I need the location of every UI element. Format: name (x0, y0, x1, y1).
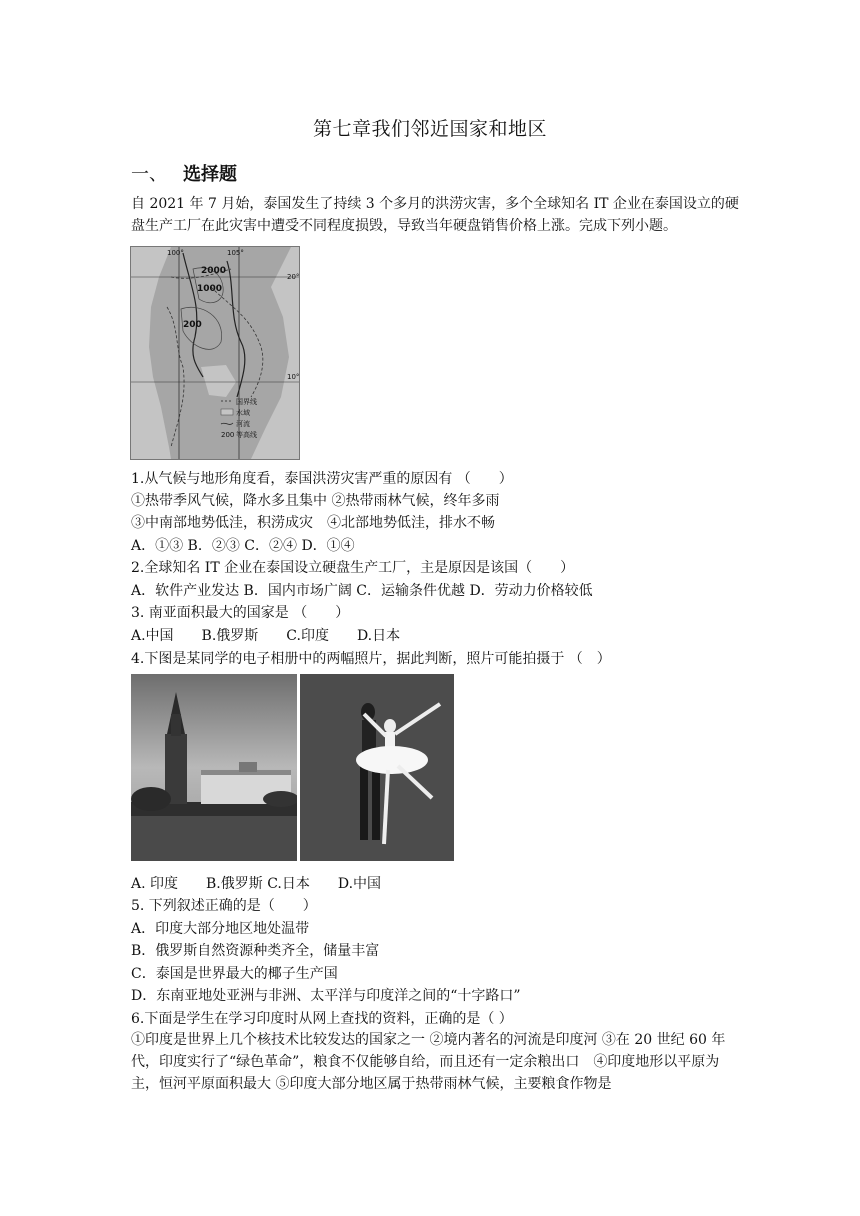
q3-stem: 3. 南亚面积最大的国家是 （ ） (131, 605, 350, 621)
q5-option-a: A．印度大部分地区地处温带 (131, 921, 310, 937)
q2-stem: 2.全球知名 IT 企业在泰国设立硬盘生产工厂，主是原因是该国（ ） (131, 560, 575, 576)
legend-label: 等高线 (236, 431, 257, 439)
section-title: 选择题 (183, 164, 237, 185)
legend-sample: 200 (221, 431, 235, 439)
q3-choices: A.中国 B.俄罗斯 C.印度 D.日本 (131, 628, 401, 644)
q1-option-line: ①热带季风气候，降水多且集中 ②热带雨林气候，终年多雨 (131, 493, 500, 509)
section-heading (131, 160, 237, 186)
q2-choices: A．软件产业发达 B．国内市场广阔 C．运输条件优越 D．劳动力价格较低 (131, 583, 593, 599)
document-title: 第七章我们邻近国家和地区 (312, 118, 547, 140)
contour-label: 200 (183, 320, 202, 330)
thailand-map (130, 246, 300, 460)
q1-option-line: ③中南部地势低洼，积涝成灾 ④北部地势低洼，排水不畅 (131, 515, 495, 531)
q5-option-b: B．俄罗斯自然资源种类齐全，储量丰富 (131, 943, 380, 959)
q5-stem: 5. 下列叙述正确的是（ ） (131, 898, 317, 914)
lat-label: 10° (287, 373, 299, 381)
ballet-photo (300, 674, 454, 861)
q1-stem: 1.从气候与地形角度看，泰国洪涝灾害严重的原因有 （ ） (131, 471, 513, 487)
contour-label: 1000 (197, 284, 223, 294)
lon-label: 105° (227, 249, 244, 257)
q5-option-d: D．东南亚地处亚洲与非洲、太平洋与印度洋之间的“十字路口” (131, 988, 521, 1004)
legend-label: 国界线 (236, 398, 257, 406)
kremlin-photo (131, 674, 297, 861)
section-number: 一、 (131, 164, 167, 185)
kremlin-image (131, 674, 297, 861)
q1-choices: A．①③ B．②③ C．②④ D．①④ (131, 538, 355, 554)
map-figure (131, 247, 299, 459)
lat-label: 20° (287, 273, 299, 281)
q4-choices: A. 印度 B.俄罗斯 C.日本 D.中国 (131, 876, 382, 892)
legend-label: 水域 (236, 409, 250, 417)
ballet-image (300, 674, 454, 861)
legend-label: 河流 (236, 420, 250, 428)
contour-label: 2000 (201, 266, 227, 276)
q5-option-c: C．泰国是世界最大的椰子生产国 (131, 966, 338, 982)
intro-paragraph: 自 2021 年 7 月始，泰国发生了持续 3 个多月的洪涝灾害，多个全球知名 IT 企业在泰国设立的硬盘生产工厂在此灾害中遭受不同程度损毁，导致当年硬盘销售价格上涨。完成下列小题。 (131, 196, 739, 234)
q6-body: ①印度是世界上几个核技术比较发达的国家之一 ②境内著名的河流是印度河 ③在 20 世纪 60 年代，印度实行了“绿色革命”，粮食不仅能够自给，而且还有一定余粮出口 ④印度地形以平原为主，恒河平原面积最大 ⑤印度大部分地区属于热带雨林气候，主要粮食作物是 (131, 1032, 726, 1092)
lon-label: 100° (167, 249, 184, 257)
q6-stem: 6.下面是学生在学习印度时从网上查找的资料，正确的是（ ） (131, 1011, 513, 1027)
q4-stem: 4.下图是某同学的电子相册中的两幅照片，据此判断，照片可能拍摄于 （ ） (131, 651, 611, 667)
